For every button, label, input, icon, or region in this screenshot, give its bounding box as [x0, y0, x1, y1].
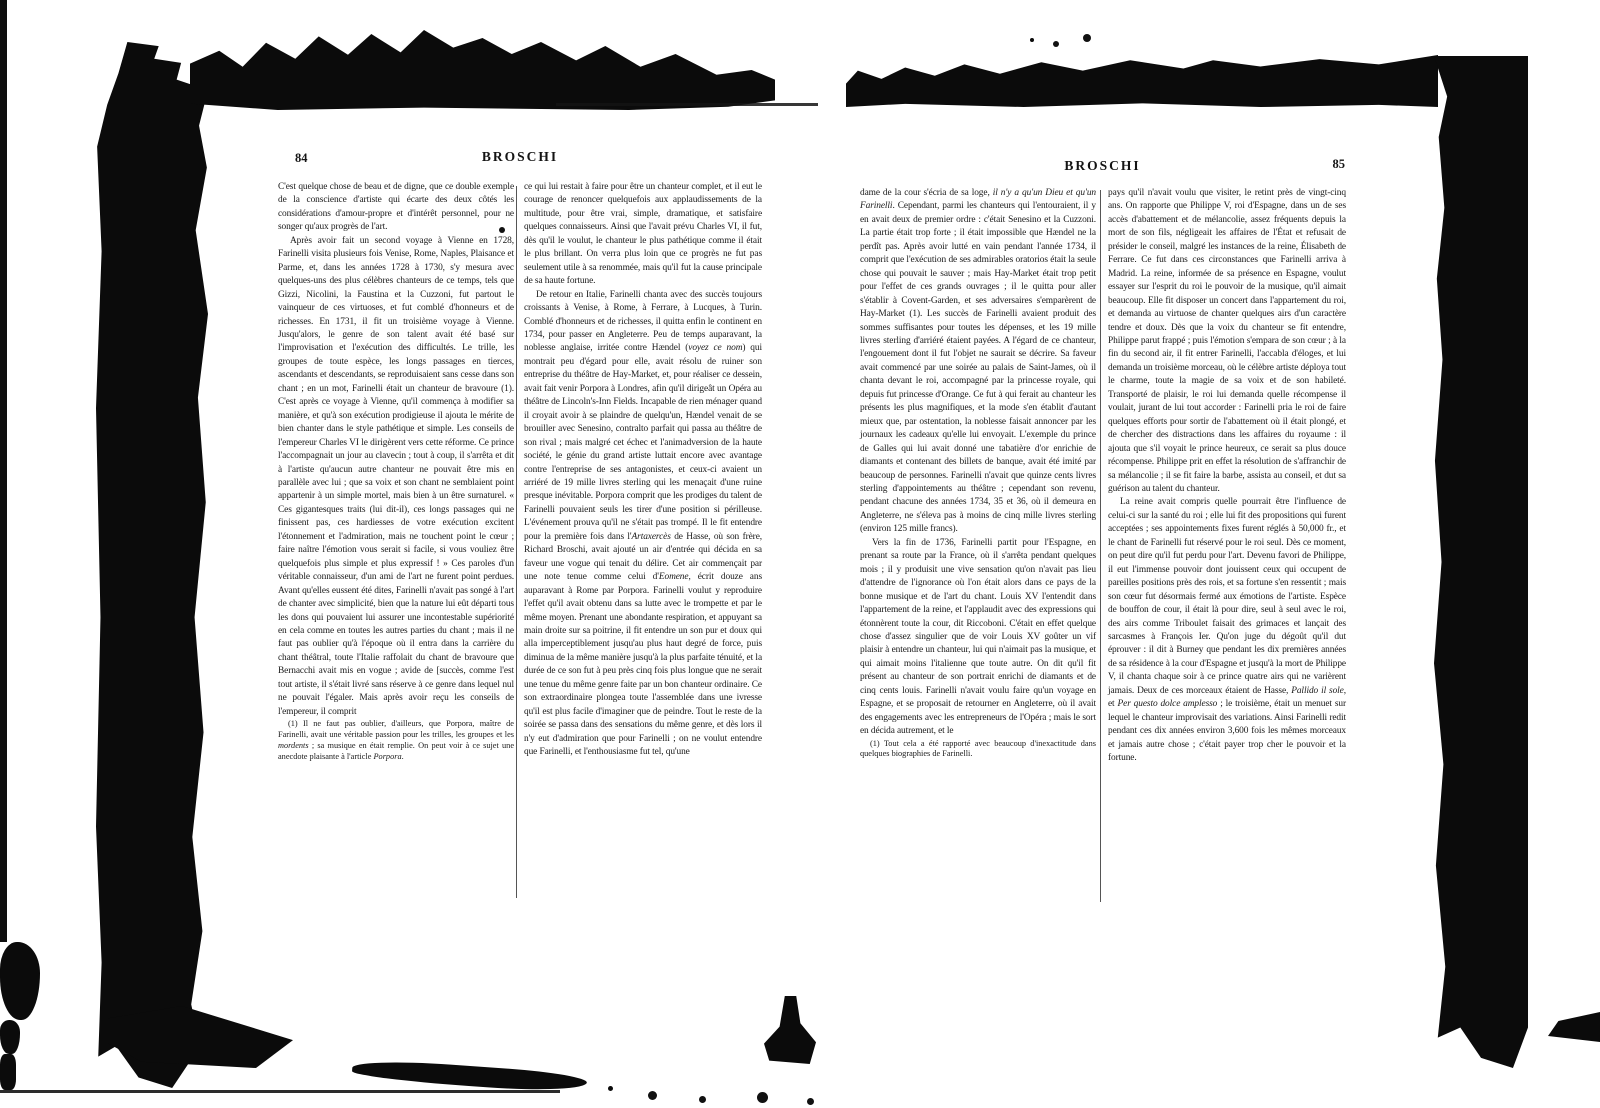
text-segment: dame de la cour s'écria de sa loge,	[860, 188, 993, 198]
text-segment: ; le troisième, était un menuet sur lequel le chanteur improvisait des variations. Ainsi Farinelli redit pendant ces dix années environ 3,600 fois les mêmes morceaux et jamais autre chose ; c'était payer trop cher le pouvoir et la fortune.	[1108, 699, 1346, 764]
paragraph: C'est quelque chose de beau et de digne, que ce double exemple de la conscience d'artiste qui écarte des deux côtés les considérations d'amour-propre et d'intérêt personnel, pour ne songer qu'aux progrès de l'art.	[278, 182, 514, 233]
italic-phrase: mordents	[278, 740, 309, 750]
scan-ink-top-right-band	[846, 55, 1438, 107]
page-number-right: 85	[1332, 157, 1345, 171]
running-title-left: BROSCHI	[481, 149, 559, 164]
paragraph: pays qu'il n'avait voulu que visiter, le retint près de vingt-cinq ans. On rapporte que Philippe V, roi d'Espagne, dans un de ses accès d'abattement et de mélancolie, assez fréquents depuis la mort de son fils, négligeait les affaires de l'État et refusait de présider le conseil, malgré les instances de la reine, Élisabeth de Ferrare. Ce fut dans ces circonstances que Farinelli arriva à Madrid. La reine, informée de sa présence en Espagne, voulut essayer sur l'esprit du roi le pouvoir de la musique, qu'il aimait beaucoup. Elle fit disposer un concert dans l'appartement du roi, et demanda au virtuose de chanter quelques airs d'un caractère tendre et doux. Dès que la voix du chanteur se fit entendre, Philippe parut frappé ; puis l'émotion s'empara de son cœur ; à la fin du second air, il fit entrer Farinelli, l'accabla d'éloges, et lui demanda un troisième morceau, où le célèbre artiste déploya tout le charme, toute la magie de sa voix et de son habileté. Transporté de plaisir, le roi lui demanda quelle récompense il voulait, jurant de lui tout accorder : Farinelli pria le roi de faire quelques efforts pour sortir de l'abattement où il était plongé, et de chercher des distractions dans les affaires du royaume : il ajouta que s'il voyait le prince heureux, ce serait sa plus douce récompense. Philippe prit en effet la résolution de s'affranchir de sa mélancolie ; il se fit faire la barbe, assista au conseil, et dut sa guérison au talent du chanteur.	[1108, 188, 1346, 494]
footnote-porpora	[278, 719, 514, 763]
scan-ink-top-specks	[1030, 38, 1034, 42]
text-segment: ) qui montrait peu d'égard pour elle, avait résolu de ruiner son entreprise du théâtre de Hay-Market, et, pour réaliser ce dessein, avait fait venir Porpora à Londres, afin qu'il dirigeât un Opéra au théâtre de Lincoln's-Inn Fields. Incapable de rien ménager quand il croyait avoir à se plaindre de quelqu'un, Hændel venait de se brouiller avec Senesino, contralto parfait qui passa au théâtre de son rival ; mais malgré cet échec et l'animadversion de la haute société, le génie du grand artiste luttait encore avec avantage contre l'entreprise de ses antagonistes, et ceux-ci avaient un arriéré de 19 mille livres sterling qui les menaçait d'une ruine presque inévitable. Porpora comprit que les prodiges du talent de Farinelli pouvaient seuls les tirer d'une position si périlleuse. L'événement prouva qu'il ne s'était pas trompé. Il le fit entendre pour la première fois dans l'	[524, 343, 762, 542]
footnote-biographies: (1) Tout cela a été rapporté avec beaucoup d'inexactitude dans quelques biographies de Farinelli.	[860, 738, 1096, 759]
scan-ink-left-edge-band	[96, 42, 208, 1088]
scan-ink-top-center-line	[556, 103, 818, 106]
italic-phrase: il n'y a qu'un Dieu et qu'un Farinelli	[860, 188, 1097, 212]
paragraph: Vers la fin de 1736, Farinelli partit pour l'Espagne, en prenant sa route par la France, où il s'arrêta pendant quelques mois ; il y produisit une vive sensation qu'on n'avait pas lieu d'attendre de l'ignorance où l'on était alors dans ce pays de la bonne musique et de l'art du chant. Louis XV l'entendit dans l'appartement de la reine, et l'applaudit avec des expressions qui étonnèrent toute la cour, dit Riccoboni. C'était en effet quelque chose d'assez singulier que de voir Louis XV goûter un vif plaisir à entendre un chanteur, lui qui n'aimait pas la musique, et qui aimait moins l'italienne que toute autre. On dit qu'il fit présent au chanteur de son portrait enrichi de diamants et de cinq cents louis. Farinelli n'avait voulu faire qu'un voyage en Espagne, et se proposait de retourner en Angleterre, où il avait des engagements avec les entrepreneurs de l'Opéra ; mais le sort en décida autrement, et le	[860, 537, 1096, 737]
text-segment: ; sa musique en était remplie. On peut voir à ce sujet une anecdote plaisante à l'article	[278, 740, 514, 761]
right-page-column-2	[1108, 187, 1346, 765]
scan-ink-bottom-smear	[352, 1058, 588, 1094]
scan-ink-bottom-right-wedge	[1548, 1012, 1600, 1042]
text-segment: . Cependant, parmi les chanteurs qui l'entouraient, il y en avait deux de premier ordre : c'était Senesino et la Cuzzoni. La partie était trop forte ; il était impossible que Hændel ne la perdît pas. Après avoir lutté en vain pendant l'année 1734, il comprit que l'exécution de ses admirables oratorios était la seule chose qui pouvait le sauver ; mais Hay-Market était trop petit pour l'effet de ces grands ouvrages ; il le quitta pour aller s'établir à Covent-Garden, et ses adversaires s'emparèrent de Hay-Market (1). Les succès de Farinelli avaient produit des sommes suffisantes pour toutes les dépenses, et les 19 mille livres sterling d'arriéré étaient payées. A l'égard de ce chanteur, l'engouement dont il fut l'objet ne saurait se décrire. Sa faveur avait commencé par une soirée au palais de Saint-James, où il chanta devant le roi, accompagné par la princesse royale, qui depuis fut princesse d'Orange. Ce fut à qui ferait au chanteur les présents les plus magnifiques, et la mode s'en établit d'autant mieux que, par ostentation, la noblesse faisait annoncer par les journaux les cadeaux qu'elle lui envoyait. L'exemple du prince de Galles qui lui avait donné une tabatière d'or enrichie de diamants et contenant des billets de banque, avait été imité par beaucoup de personnes. Farinelli n'avait que quinze cents livres sterling d'appointements au théâtre ; cependant son revenu, pendant chacune des années 1734, 35 et 36, où il demeura en Angleterre, ne s'éleva pas à moins de cinq mille livres sterling (environ 125 mille francs).	[860, 201, 1096, 535]
italic-phrase: Pallido il sole	[1291, 685, 1344, 696]
text-segment: de Hasse, où son frère, Richard Broschi, avait ajouté un air d'entrée qui décida en sa faveur une vogue qui tenait du délire. Cet air commençait par une note tenue comme celui d'	[524, 531, 762, 583]
text-segment: (1) Il ne faut pas oublier, d'ailleurs, que Porpora, maître de Farinelli, avait une véritable passion pour les trilles, les groupes et les	[278, 719, 514, 740]
column-rule-right-page	[1100, 190, 1101, 902]
text-segment: La reine avait compris quelle pourrait être l'influence de celui-ci sur la santé du roi ; elle lui fit des propositions qui furent acceptées ; ses appointements fixes furent réglés à 50,000 fr., et le chant de Farinelli fut réservé pour le roi seul. Dès ce moment, on peut dire qu'il fut perdu pour l'art. Devenu favori de Philippe, il eut l'immense pouvoir dont jouissent ceux qui occupent de pareilles positions près des rois, et sa fortune s'en ressentit ; mais son cœur fut désormais fermé aux émotions de l'artiste. Espèce de bouffon de cour, il était là pour dire, seul à seul avec le roi, des airs comme Triboulet faisait des grimaces et lançait des sarcasmes à François Ier. Qu'on juge du dégoût qu'il dut éprouver : il dit à Burney que pendant les dix premières années de sa résidence à la cour d'Espagne et jusqu'à la mort de Philippe V, il chanta chaque soir à ce prince quatre airs qui ne varièrent jamais. Deux de ces morceaux étaient de Hasse,	[1108, 497, 1346, 696]
italic-phrase: Eomene	[658, 572, 689, 583]
scan-ink-bottom-left-smear	[108, 1006, 293, 1068]
running-title-right: BROSCHI	[1064, 158, 1141, 173]
text-segment: , écrit douze ans auparavant à Rome par Porpora. Farinelli voulut y reproduire l'effet qu'il avait obtenu dans sa lutte avec le trompette et par le même moyen. Prenant une abondante respiration, et appuyant sa main droite sur sa poitrine, il fit entendre un son pur et doux qui alla imperceptiblement jusqu'au plus haut degré de force, puis diminua de la même manière jusqu'à la plus parfaite ténuité, et la durée de ce son fut à peu près cinq fois plus longue que ne serait une tenue du même genre faite par un bon chanteur ordinaire. Ce son extraordinaire plongea toute l'assemblée dans une ivresse qu'il est plus facile d'imaginer que de peindre. Tout le reste de la soirée se passa dans des sensations du même genre, et dès lors il n'y eut d'admiration que pour Farinelli ; on ne voulut entendre que Farinelli, et l'enthousiasme fut tel, qu'une	[524, 572, 762, 758]
right-page-column-1	[860, 187, 1096, 760]
italic-phrase: Per questo dolce amplesso	[1117, 699, 1218, 710]
paragraph	[524, 289, 762, 760]
scan-ink-right-edge-band	[1434, 56, 1528, 1068]
left-page-column-2	[524, 181, 762, 759]
scan-ink-top-left-smudge	[190, 30, 775, 110]
text-segment: De retour en Italie, Farinelli chanta avec des succès toujours croissants à Venise, à Rome, à Ferrare, à Lucques, à Turin. Comblé d'honneurs et de richesses, il quitta enfin le continent en 1734, pour passer en Angleterre. Peu de temps auparavant, la noblesse anglaise, irritée contre Hændel (	[524, 289, 762, 354]
text-segment: .	[401, 751, 404, 761]
text-segment: , et	[1108, 685, 1346, 710]
scan-ink-gutter-top-blob	[0, 942, 40, 1020]
paragraph: ce qui lui restait à faire pour être un chanteur complet, et il eut le courage de renoncer quelquefois aux applaudissements de la multitude, pour être vrai, simple, dramatique, et satisfaire quelques connaisseurs. Ainsi que l'avait prévu Charles VI, il fut, dès qu'il le voulut, le chanteur le plus pathétique comme il était le plus brillant. On verra plus loin que ce progrès ne fut pas seulement utile à sa renommée, mais qu'il fut la cause principale de sa haute fortune.	[524, 182, 762, 287]
page-number-left: 84	[295, 151, 308, 165]
left-page-column-1	[278, 181, 514, 763]
column-rule-left-page	[516, 186, 517, 898]
italic-phrase: Porpora	[373, 751, 402, 761]
italic-phrase: Artaxercès	[631, 531, 671, 542]
book-gutter-line	[0, 0, 7, 942]
paragraph	[1108, 496, 1346, 765]
scan-ink-gutter-bottom-blob	[764, 996, 816, 1064]
paragraph	[860, 187, 1096, 537]
italic-phrase: voyez ce nom	[688, 343, 743, 354]
paragraph: Après avoir fait un second voyage à Vienne en 1728, Farinelli visita plusieurs fois Venise, Rome, Naples, Plaisance et Parme, et, dans les années 1728 à 1730, s'y mesura avec quelques-uns des plus célèbres chanteurs de ce temps, tels que Gizzi, Nicolini, la Faustina et la Cuzzoni, fut partout le vainqueur de ces virtuoses, et fut comblé d'honneurs et de richesses. En 1731, il fit un troisième voyage à Vienne. Jusqu'alors, le genre de son talent avait été basé sur l'improvisation et l'exécution des difficultés. Le trille, les groupes de toute espèce, les longs passages en tierces, ascendants et descendants, se reproduisaient sans cesse dans son chant ; en un mot, Farinelli était un chanteur de bravoure (1). C'est après ce voyage à Vienne, qu'il commença à modifier sa manière, et qu'à son exécution prodigieuse il ajouta le mérite de bien chanter dans le style pathétique et simple. Les conseils de l'empereur Charles VI le dirigèrent vers cette réforme. Ce prince l'accompagnait un jour au clavecin ; tout à coup, il s'arrêta et dit à l'artiste qu'aucun autre chanteur ne pouvait être mis en parallèle avec lui ; que sa voix et son chant ne semblaient point appartenir à un simple mortel, mais bien à un être surnaturel. « Ces gigantesques traits (lui dit-il), ces longs passages qui ne finissent pas, ces hardiesses de votre exécution excitent l'étonnement et l'admiration, mais ne touchent point le cœur ; faire naître l'émotion vous serait si facile, si vous vouliez être quelquefois plus simple et plus expressif ! » Ces paroles d'un véritable connaisseur, d'un ami de l'art ne furent point perdues. Avant qu'elles eussent été dites, Farinelli n'avait pas songé à l'art de chanter avec simplicité, bien que la nature lui eût départi tous les dons qui pouvaient lui assurer une incontestable supériorité en cela comme en toutes les autres parties du chant ; mais il ne faut pas oublier qu'à l'époque où il entra dans la carrière du chant théâtral, toute l'Italie raffolait du chant de bravoure que Bernacchi avait mis en vogue ; avide de [succès, comme l'est tout artiste, il s'était livré sans réserve à ce genre dans lequel nul ne pouvait l'égaler. Mais après avoir reçu les conseils de l'empereur, il comprit	[278, 235, 514, 717]
scan-ink-bottom-specks	[608, 1086, 613, 1091]
scan-ink-bottom-center-tab	[0, 1054, 16, 1090]
scan-ink-bottom-right-line	[0, 1090, 560, 1093]
scan-ink-top-right-tab	[0, 1020, 20, 1054]
